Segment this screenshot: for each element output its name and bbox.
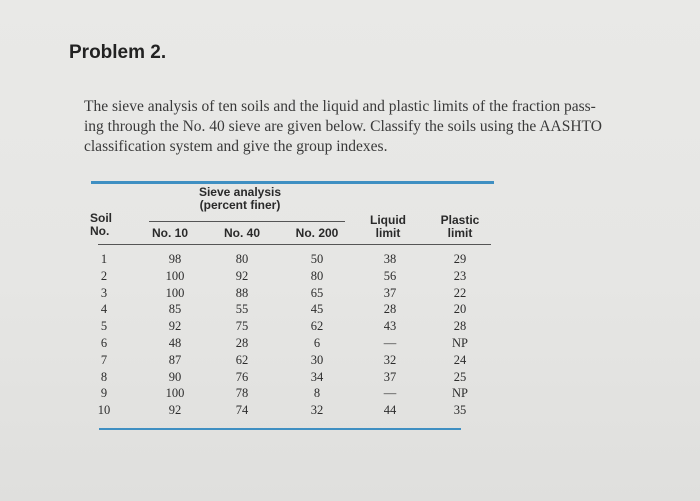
cell-no200: 80 bbox=[310, 268, 324, 283]
cell-no40: 76 bbox=[235, 369, 249, 384]
statement-line: ing through the No. 40 sieve are given below. Classify the soils using the AASHTO bbox=[84, 118, 602, 135]
cell-no40: 88 bbox=[235, 285, 249, 300]
header-no200: No. 200 bbox=[295, 226, 339, 240]
header-liquid-line1: Liquid bbox=[370, 213, 406, 227]
cell-plastic-limit: 20 bbox=[453, 302, 467, 317]
problem-title: Problem 2. bbox=[69, 42, 167, 63]
cell-liquid-limit: — bbox=[383, 386, 397, 401]
cell-no40: 74 bbox=[235, 403, 249, 418]
cell-no40: 92 bbox=[235, 268, 249, 283]
header-sieve-line2: (percent finer) bbox=[199, 198, 281, 212]
cell-soil-no: 4 bbox=[100, 302, 108, 317]
cell-plastic-limit: NP bbox=[452, 386, 468, 401]
cell-soil-no: 7 bbox=[100, 352, 108, 367]
cell-no200: 32 bbox=[310, 403, 324, 418]
header-plastic-line2: limit bbox=[447, 226, 473, 240]
cell-liquid-limit: — bbox=[383, 336, 397, 350]
cell-no10: 98 bbox=[168, 252, 182, 266]
header-liquid-line2: limit bbox=[375, 226, 401, 240]
cell-no10: 100 bbox=[165, 386, 185, 401]
cell-plastic-limit: 23 bbox=[453, 268, 467, 283]
cell-soil-no: 10 bbox=[97, 403, 111, 418]
cell-plastic-limit: 29 bbox=[453, 252, 467, 266]
cell-no40: 55 bbox=[235, 302, 249, 317]
sieve-group-rule bbox=[149, 221, 345, 222]
cell-liquid-limit: 28 bbox=[383, 302, 397, 317]
cell-no10: 85 bbox=[168, 302, 182, 317]
cell-no10: 100 bbox=[165, 285, 185, 300]
statement-line: classification system and give the group indexes. bbox=[84, 138, 388, 155]
cell-no200: 50 bbox=[310, 252, 324, 266]
header-soil-no bbox=[90, 212, 120, 238]
header-liquid-limit bbox=[358, 214, 418, 240]
cell-plastic-limit: 28 bbox=[453, 319, 467, 334]
cell-plastic-limit: 24 bbox=[453, 352, 467, 367]
header-plastic-line1: Plastic bbox=[440, 213, 480, 227]
cell-no10: 87 bbox=[168, 352, 182, 367]
table-top-rule bbox=[91, 181, 494, 184]
header-no10: No. 10 bbox=[151, 226, 188, 240]
cell-no200: 34 bbox=[310, 369, 324, 384]
cell-soil-no: 2 bbox=[100, 268, 108, 283]
cell-soil-no: 6 bbox=[100, 336, 108, 350]
cell-no200: 65 bbox=[310, 285, 324, 300]
header-plastic-limit bbox=[428, 214, 492, 240]
cell-soil-no: 5 bbox=[100, 319, 108, 334]
cell-liquid-limit: 37 bbox=[383, 369, 397, 384]
cell-no200: 6 bbox=[313, 336, 321, 350]
cell-no40: 28 bbox=[235, 336, 249, 350]
cell-no10: 92 bbox=[168, 403, 182, 418]
cell-no200: 8 bbox=[313, 386, 321, 401]
cell-no10: 100 bbox=[165, 268, 185, 283]
table-header-rule bbox=[98, 244, 491, 245]
cell-no40: 75 bbox=[235, 319, 249, 334]
cell-plastic-limit: 35 bbox=[453, 403, 467, 418]
cell-no200: 45 bbox=[310, 302, 324, 317]
cell-no200: 62 bbox=[310, 319, 324, 334]
cell-no40: 80 bbox=[235, 252, 249, 266]
cell-plastic-limit: NP bbox=[452, 336, 468, 350]
cell-liquid-limit: 37 bbox=[383, 285, 397, 300]
header-sieve-line1: Sieve analysis bbox=[198, 185, 282, 199]
table-bottom-rule bbox=[99, 428, 461, 430]
cell-liquid-limit: 44 bbox=[383, 403, 397, 418]
cell-no10: 90 bbox=[168, 369, 182, 384]
cell-liquid-limit: 38 bbox=[383, 252, 397, 266]
cell-no40: 78 bbox=[235, 386, 249, 401]
cell-plastic-limit: 25 bbox=[453, 369, 467, 384]
cell-soil-no: 8 bbox=[100, 369, 108, 384]
cell-liquid-limit: 56 bbox=[383, 268, 397, 283]
problem-statement bbox=[84, 97, 654, 157]
cell-no10: 92 bbox=[168, 319, 182, 334]
cell-no200: 30 bbox=[310, 352, 324, 367]
cell-no40: 62 bbox=[235, 352, 249, 367]
cell-plastic-limit: 22 bbox=[453, 285, 467, 300]
header-soil-line1: Soil bbox=[90, 211, 113, 225]
cell-soil-no: 3 bbox=[100, 285, 108, 300]
header-soil-line2: No. bbox=[90, 224, 110, 238]
cell-soil-no: 1 bbox=[100, 252, 108, 266]
cell-no10: 48 bbox=[168, 336, 182, 350]
header-no40: No. 40 bbox=[223, 226, 260, 240]
header-sieve-analysis bbox=[175, 186, 305, 212]
cell-soil-no: 9 bbox=[100, 386, 108, 401]
statement-line: The sieve analysis of ten soils and the liquid and plastic limits of the fraction pass- bbox=[84, 98, 596, 115]
cell-liquid-limit: 43 bbox=[383, 319, 397, 334]
cell-liquid-limit: 32 bbox=[383, 352, 397, 367]
